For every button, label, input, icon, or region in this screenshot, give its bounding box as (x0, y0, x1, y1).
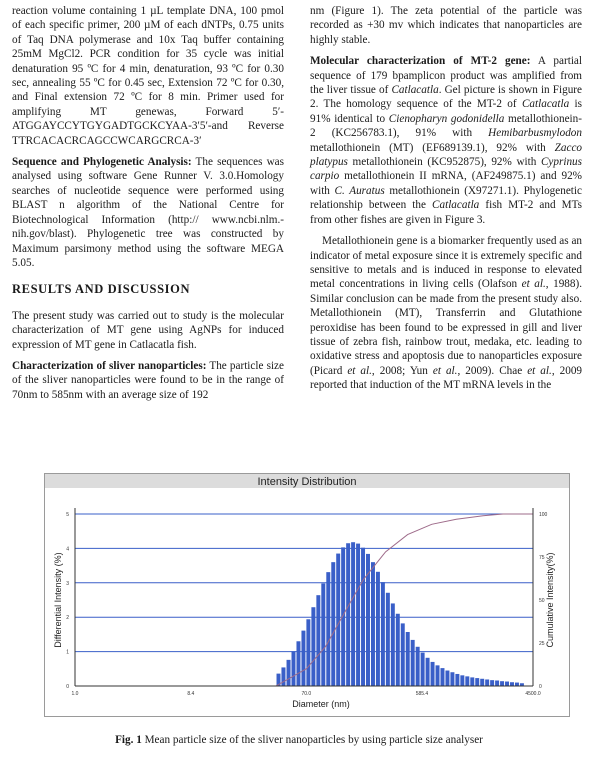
distribution-bar (361, 548, 365, 686)
x-tick-label: 1.0 (71, 691, 79, 697)
mt2-text: . Gel picture is shown in Figure 2. The homology sequence of the MT-2 of (310, 84, 582, 111)
mt2-text: metallothionein (KC952875), 92% with (347, 156, 541, 169)
species-name: Catlacatla (432, 199, 480, 212)
results-intro-paragraph: The present study was carried out to study is the molecular characterization of MT gene using AgNPs for induced expression of MT gene in Catlacatla fish. (12, 309, 284, 351)
distribution-bar (406, 632, 410, 686)
caption-text: Mean particle size of the sliver nanoparticles by using particle size analyser (141, 734, 483, 746)
y2-tick-label: 0 (539, 684, 542, 690)
sequence-analysis-body: The sequences was analysed using software Gene Runner V. 3.0.Homology searches of nucleotide sequence were performed using BLAST n algorithm of the National Centre for Biotechnological Information (http:// www.ncbi.nlm.-nih.gov/blast). Phylogenetic tree was constructed by Maximum parsimony method using the software MEGA 5.05. (12, 156, 284, 269)
y2-axis-label: Cumulative Intensity(%) (545, 552, 555, 648)
distribution-bar (306, 619, 310, 686)
distribution-bar (450, 672, 454, 686)
mt-text: Metallothionein gene is a biomarker frequently used as an indicator of metal exposure since it is extremely specific and sensitive to metals and is induced in response to elevated metal concentrations in living cells (Olafson (310, 235, 582, 291)
distribution-bar (287, 660, 291, 686)
sequence-analysis-paragraph (12, 155, 284, 270)
distribution-bar (480, 679, 484, 686)
methods-paragraph: reaction volume containing 1 µL template DNA, 100 pmol of each specific primer, 200 µM of each dNTPs, 0.75 units of Taq DNA polymerase and 10x Taq buffer containing 25mM MgCl2. PCR condition for 35 cycle was initial denaturation 95 ºC for 4 min, denaturation, 93 ºC for 0.30 sec, annealing 55 ºC for 0.45 sec, Extension 72 ºC for 0.30, and Final extension 72 ºC for 8 min. Primer used for amplifying MT genewas, Forward 5′- ATGGAYCCYTGYGADTGCKCYAA-3′5′-and Reverse TTRCACACRCAGCCWCARGCRCA-3′ (12, 5, 284, 147)
distribution-bar (475, 678, 479, 686)
mt-text: , 2009 reported that induction of the MT mRNA levels in the (310, 364, 583, 392)
distribution-bar (416, 647, 420, 686)
distribution-bar (426, 658, 430, 686)
x-axis-label: Diameter (nm) (292, 699, 350, 709)
distribution-bar (470, 677, 474, 686)
citation-etal: et al. (347, 364, 372, 377)
distribution-bar (356, 544, 360, 686)
species-name: Catlacatla (521, 98, 570, 111)
mt-text: , 1988). Similar conclusion can be made from the present study also. Metallothionein (MT), Transferrin and Glutathione peroxidise has been found to be expressed in gill and liver tissue of zebra fish, rainbow trout, medaka, etc. leading to oxidative stress and apoptosis due to nanoparticles exposure (Picard (310, 278, 582, 377)
distribution-bar (495, 680, 499, 686)
left-column (12, 4, 284, 409)
distribution-bar (396, 614, 400, 686)
metallothionein-paragraph (310, 234, 582, 392)
distribution-bar (376, 572, 380, 686)
x-tick-label: 4500.0 (525, 691, 541, 697)
distribution-bar (391, 603, 395, 686)
mt2-text: is 91% identical to (310, 98, 582, 125)
species-name: Cienopharyn godonidella (388, 112, 505, 125)
citation-etal: et al. (527, 364, 552, 377)
x-tick-label: 70.0 (301, 691, 312, 697)
chart-title: Intensity Distribution (257, 476, 357, 488)
caption-label: Fig. 1 (115, 734, 142, 746)
distribution-bar (490, 680, 494, 686)
species-name: Cyprinus carpio (310, 156, 582, 183)
distribution-bar (316, 595, 320, 686)
species-name: Zacco platypus (310, 141, 582, 169)
y2-tick-label: 100 (539, 512, 548, 518)
species-name: Hemibarbusmylodon (488, 127, 582, 140)
y-tick-label: 2 (66, 615, 69, 622)
mt2-text: A partial sequence of 179 bpamplicon product was amplified from the liver tissue of (310, 55, 583, 97)
distribution-bar (515, 683, 519, 686)
y2-tick-label: 25 (539, 641, 545, 647)
distribution-bar (326, 572, 330, 686)
distribution-bar (386, 593, 390, 686)
y-tick-label: 0 (66, 684, 69, 690)
distribution-bar (411, 640, 415, 686)
right-column (310, 4, 582, 400)
mt2-text: metallothionein-2 (KC256783.1), 91% with (310, 112, 582, 140)
intensity-distribution-chart (45, 474, 569, 716)
distribution-bar (455, 674, 459, 686)
mt-text: , 2008; Yun (371, 364, 433, 377)
y-tick-label: 5 (66, 512, 69, 518)
nanoparticle-heading: Characterization of sliver nanoparticles: (12, 359, 207, 372)
intensity-distribution-figure (44, 473, 570, 717)
figure-caption (0, 734, 598, 746)
distribution-bar (431, 662, 435, 686)
y-axis-label: Differential Intensity (%) (53, 552, 63, 648)
citation-etal: et al. (521, 278, 546, 291)
distribution-bar (321, 583, 325, 686)
nanoparticle-paragraph (12, 359, 284, 402)
sequence-analysis-heading: Sequence and Phylogenetic Analysis: (12, 156, 192, 169)
section-heading: RESULTS AND DISCUSSION (12, 282, 191, 297)
distribution-bar (296, 641, 300, 686)
distribution-bar (311, 607, 315, 686)
y2-tick-label: 50 (539, 598, 545, 604)
distribution-bar (445, 671, 449, 686)
y2-tick-label: 75 (539, 555, 545, 561)
distribution-bar (371, 562, 375, 686)
y-tick-label: 1 (66, 649, 69, 656)
mt2-text: fish MT-2 and MTs from other fishes are given in Figure 3. (310, 199, 582, 226)
mt2-text: metallothionein II mRNA, (AF249875.1) and 92% with (310, 170, 582, 197)
mt2-text: metallothionein (MT) (EF689139.1), 92% with (310, 141, 555, 154)
y-tick-label: 3 (66, 580, 69, 587)
mt2-paragraph (310, 54, 582, 227)
distribution-bar (351, 542, 355, 686)
distribution-bar (301, 631, 305, 686)
citation-etal: et al. (432, 364, 458, 377)
distribution-bar (401, 623, 405, 686)
nanoparticle-body: The particle size of the sliver nanoparticles were found to be in the range of 70nm to 585nm with an average size of 192 (12, 359, 284, 401)
distribution-bar (436, 665, 440, 686)
distribution-bar (381, 582, 385, 686)
distribution-bar (440, 668, 444, 686)
distribution-bar (421, 653, 425, 686)
distribution-bar (505, 682, 509, 686)
distribution-bar (485, 679, 489, 686)
y-tick-label: 4 (66, 546, 69, 553)
mt-text: , 2009). Chae (457, 364, 528, 377)
x-tick-label: 585.4 (415, 691, 429, 697)
distribution-bar (291, 651, 295, 686)
distribution-bar (336, 554, 340, 686)
mt2-heading: Molecular characterization of MT-2 gene: (310, 55, 531, 68)
distribution-bar (465, 676, 469, 686)
distribution-bar (346, 543, 350, 686)
species-name: Catlacatla (391, 84, 439, 97)
distribution-bar (510, 682, 514, 686)
x-tick-label: 8.4 (187, 691, 195, 697)
zeta-paragraph: nm (Figure 1). The zeta potential of the particle was recorded as +30 mv which indicates that nanoparticles are highly stable. (310, 5, 582, 46)
distribution-bar (500, 681, 504, 686)
distribution-bar (460, 675, 464, 686)
distribution-bar (331, 562, 335, 686)
distribution-bar (281, 667, 285, 686)
mt2-text: metallothionein (X97271.1). Phylogenetic relationship between the (310, 184, 582, 212)
species-name: C. Auratus (334, 184, 385, 197)
